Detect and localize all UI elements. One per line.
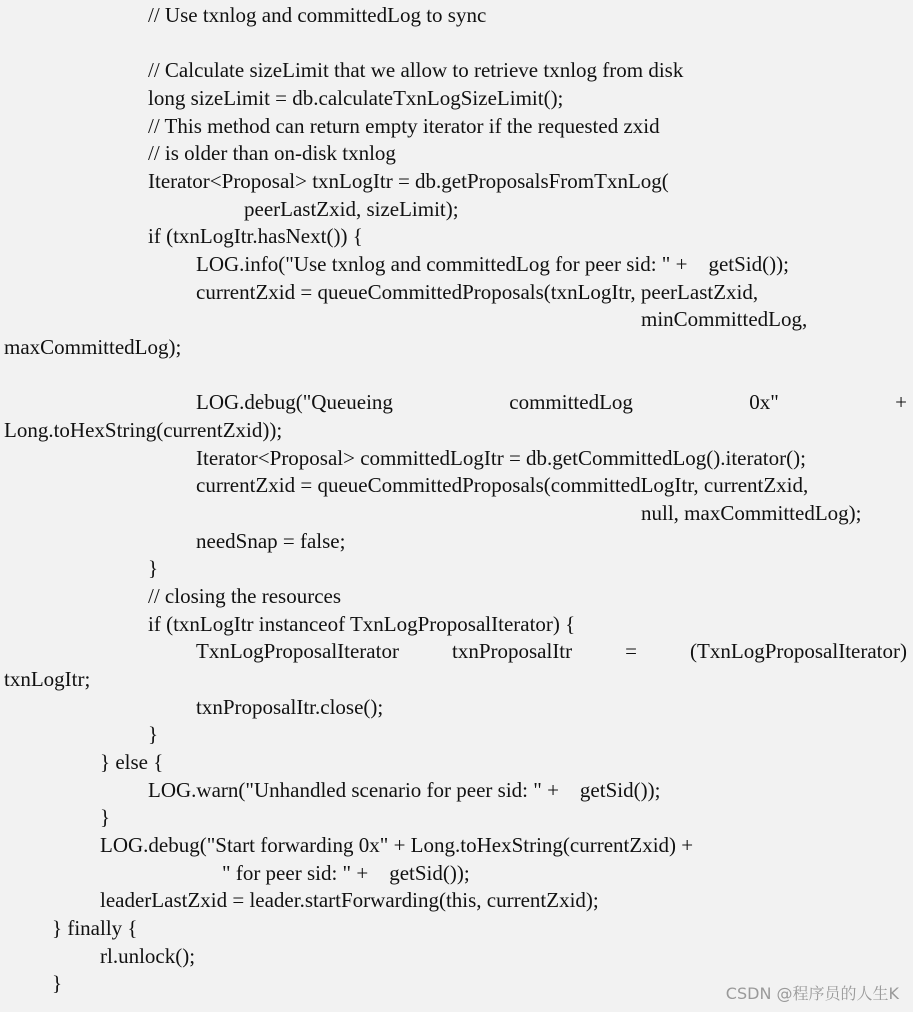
code-line: LOG.debug("Start forwarding 0x" + Long.toHexString(currentZxid) + [100,833,694,857]
code-line: } else { [100,750,164,774]
code-line: peerLastZxid, sizeLimit); [244,197,459,221]
code-token: LOG.debug("Queueing [196,390,393,414]
code-line: LOG.warn("Unhandled scenario for peer sid: " + getSid()); [148,778,661,802]
code-token: = [625,639,638,663]
code-line: txnLogItr; [4,667,91,691]
code-line: // Calculate sizeLimit that we allow to retrieve txnlog from disk [148,58,684,82]
code-line: null, maxCommittedLog); [641,501,862,525]
code-line: minCommittedLog, [641,307,808,331]
code-line: } [148,556,159,580]
code-line: } finally { [52,916,138,940]
code-line: } [148,722,159,746]
code-line: // closing the resources [148,584,342,608]
code-line: Iterator<Proposal> committedLogItr = db.getCommittedLog().iterator(); [196,446,806,470]
code-line-justified-cast [196,638,907,664]
code-token: txnProposalItr [451,639,573,663]
code-line: // is older than on-disk txnlog [148,141,396,165]
code-line: LOG.info("Use txnlog and committedLog for peer sid: " + getSid()); [196,252,789,276]
code-line: if (txnLogItr instanceof TxnLogProposalIterator) { [148,612,576,636]
code-line: // This method can return empty iterator if the requested zxid [148,114,660,138]
code-line: } [52,971,63,995]
code-token: 0x" [749,390,779,414]
code-line: currentZxid = queueCommittedProposals(txnLogItr, peerLastZxid, [196,280,759,304]
code-line: long sizeLimit = db.calculateTxnLogSizeLimit(); [148,86,564,110]
code-line: needSnap = false; [196,529,346,553]
code-token: + [895,390,907,414]
code-line-justified-debug [196,389,907,415]
code-line: leaderLastZxid = leader.startForwarding(this, currentZxid); [100,888,599,912]
code-line: currentZxid = queueCommittedProposals(committedLogItr, currentZxid, [196,473,809,497]
watermark: CSDN @程序员的人生K [725,984,899,1003]
code-line: } [100,805,111,829]
code-line: " for peer sid: " + getSid()); [222,861,470,885]
code-line: maxCommittedLog); [4,335,182,359]
code-line: rl.unlock(); [100,944,196,968]
code-line: if (txnLogItr.hasNext()) { [148,224,363,248]
code-token: TxnLogProposalIterator [196,639,399,663]
code-line: Long.toHexString(currentZxid)); [4,418,283,442]
code-token: (TxnLogProposalIterator) [690,639,907,663]
code-line: // Use txnlog and committedLog to sync [148,3,487,27]
code-token: committedLog [509,390,633,414]
code-line: txnProposalItr.close(); [196,695,384,719]
code-line: Iterator<Proposal> txnLogItr = db.getProposalsFromTxnLog( [148,169,669,193]
